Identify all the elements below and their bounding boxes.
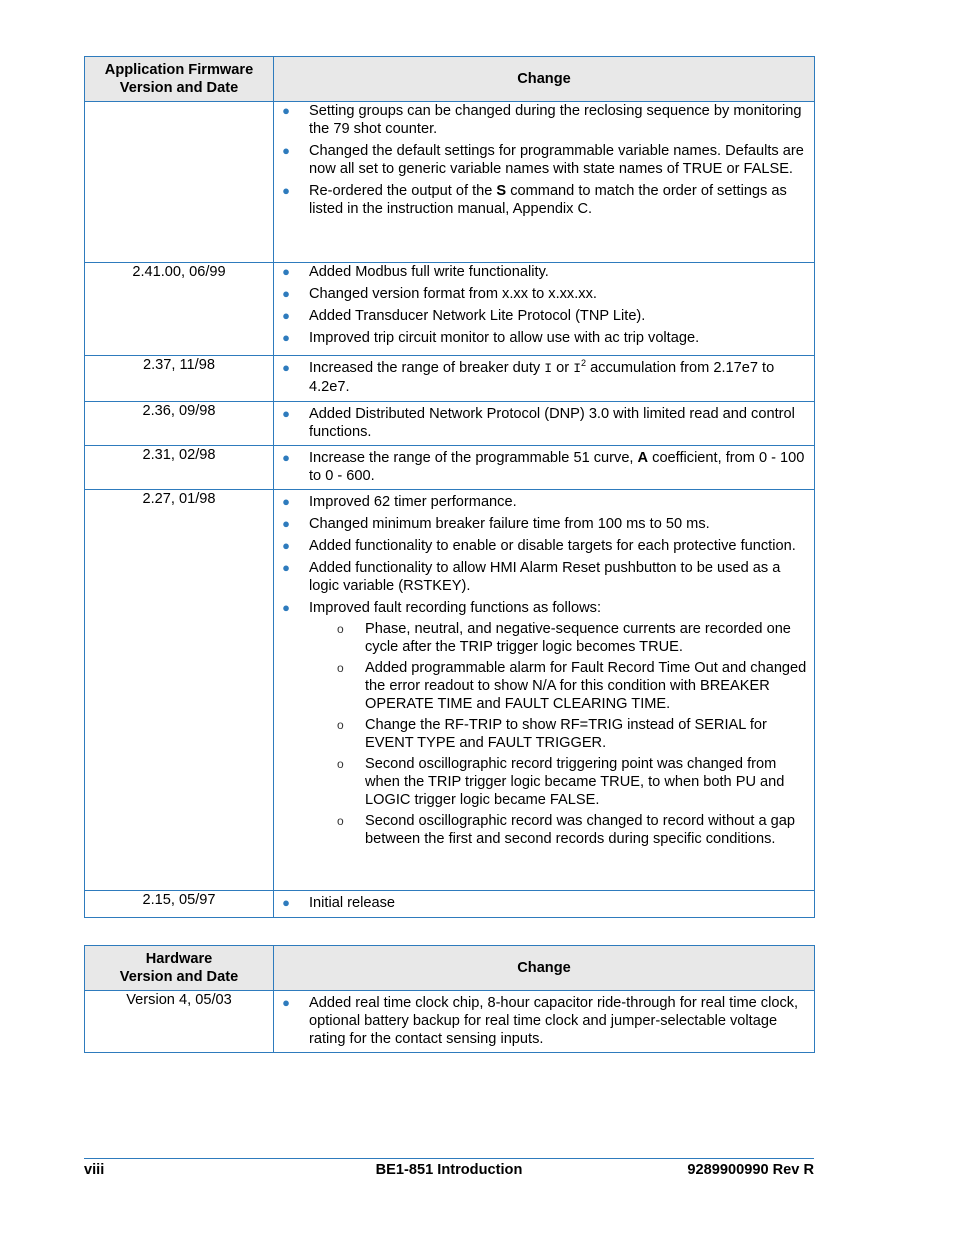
sub-list-item: o Phase, neutral, and negative-sequence currents are recorded one cycle after the TRIP trigger logic becomes TRUE. bbox=[337, 621, 791, 655]
table-row bbox=[85, 991, 815, 1053]
sub-list-item: o Second oscillographic record triggering point was changed from when the TRIP trigger logic became TRUE, to when both PU and LOGIC trigger logic became FALSE. bbox=[337, 756, 785, 808]
list-item: ● Added real time clock chip, 8-hour capacitor ride-through for real time clock, optional battery backup for real time clock and jumper-selectable voltage rating for the contact sensing inputs. bbox=[282, 995, 799, 1047]
list-item: ● Added Distributed Network Protocol (DNP) 3.0 with limited read and control functions. bbox=[282, 406, 795, 440]
version-cell: 2.37, 11/98 bbox=[85, 356, 274, 402]
change-cell bbox=[274, 490, 815, 891]
bullet-dot-icon: ● bbox=[282, 895, 290, 910]
list-item: ● Improved 62 timer performance. bbox=[282, 494, 517, 510]
hollow-circle-icon: o bbox=[337, 718, 344, 732]
sub-list-item: o Added programmable alarm for Fault Record Time Out and changed the error readout to show N/A for this condition with BREAKER OPERATE TIME and FAULT CLEARING TIME. bbox=[337, 660, 807, 712]
list-item: ● Increase the range of the programmable 51 curve, A coefficient, from 0 - 100 to 0 - 600. bbox=[282, 450, 805, 484]
list-item: ● Increased the range of breaker duty I or $I^2$ accumulation from 2.17e7 to 4.2e7. bbox=[282, 358, 775, 395]
version-column-header: Hardware Version and Date bbox=[85, 946, 274, 991]
version-column-header: Application Firmware Version and Date bbox=[85, 57, 274, 102]
version-cell: 2.41.00, 06/99 bbox=[85, 263, 274, 356]
bullet-dot-icon: ● bbox=[282, 264, 290, 279]
list-item: ● Added functionality to allow HMI Alarm Reset pushbutton to be used as a logic variable (RSTKEY). bbox=[282, 560, 781, 594]
bullet-dot-icon: ● bbox=[282, 494, 290, 509]
version-cell: Version 4, 05/03 bbox=[85, 991, 274, 1053]
table-row bbox=[85, 102, 815, 263]
hollow-circle-icon: o bbox=[337, 757, 344, 771]
list-item: ● Improved fault recording functions as follows: o Phase, neutral, and negative-sequence currents are recorded one cycle after the TRIP trigger logic becomes TRUE. o Added programmable alarm for Fault Record Time Out and changed the error readout to show N/A for this condition with BREAKER OPERATE TIME and FAULT CLEARING TIME. o Change the RF-TRIP to show RF=TRIG instead of SERIAL for EVENT TYPE and FAULT TRIGGER. o Second oscillographic record triggering point was changed from when the TRIP trigger logic became TRUE, to when both PU and LOGIC trigger logic became FALSE. o Second oscillographic record was changed to record without a gap between the first and second records during specific conditions. bbox=[274, 599, 814, 848]
table-header-row bbox=[85, 57, 815, 102]
bullet-dot-icon: ● bbox=[282, 308, 290, 323]
bullet-dot-icon: ● bbox=[282, 538, 290, 553]
list-item: ● Initial release bbox=[282, 895, 395, 911]
table-header-row bbox=[85, 946, 815, 991]
list-item: ● Added functionality to enable or disable targets for each protective function. bbox=[282, 538, 796, 554]
list-item: ● Re-ordered the output of the S command to match the order of settings as listed in the instruction manual, Appendix C. bbox=[282, 183, 787, 217]
list-item: ● Improved trip circuit monitor to allow use with ac trip voltage. bbox=[282, 330, 700, 346]
hollow-circle-icon: o bbox=[337, 622, 344, 636]
table-row bbox=[85, 891, 815, 918]
document-title: BE1-851 Introduction bbox=[375, 1162, 523, 1178]
bullet-dot-icon: ● bbox=[282, 143, 290, 158]
change-cell bbox=[274, 263, 815, 356]
firmware-revision-table bbox=[84, 56, 815, 918]
table-row bbox=[85, 402, 815, 446]
change-cell bbox=[274, 402, 815, 446]
hardware-revision-table bbox=[84, 945, 815, 1053]
version-cell: 2.36, 09/98 bbox=[85, 402, 274, 446]
bullet-dot-icon: ● bbox=[282, 360, 290, 375]
hollow-circle-icon: o bbox=[337, 814, 344, 828]
version-cell bbox=[85, 102, 274, 263]
bullet-dot-icon: ● bbox=[282, 286, 290, 301]
change-column-header: Change bbox=[274, 57, 815, 102]
bullet-dot-icon: ● bbox=[282, 330, 290, 345]
bullet-dot-icon: ● bbox=[282, 600, 290, 615]
change-cell bbox=[274, 991, 815, 1053]
list-item: ● Setting groups can be changed during the reclosing sequence by monitoring the 79 shot counter. bbox=[282, 103, 802, 137]
bullet-dot-icon: ● bbox=[282, 560, 290, 575]
page-footer bbox=[84, 1158, 814, 1181]
table-row bbox=[85, 446, 815, 490]
bullet-dot-icon: ● bbox=[282, 183, 290, 198]
version-cell: 2.27, 01/98 bbox=[85, 490, 274, 891]
bullet-dot-icon: ● bbox=[282, 516, 290, 531]
change-cell bbox=[274, 446, 815, 490]
document-revision: 9289900990 Rev R bbox=[687, 1162, 814, 1178]
page-number: viii bbox=[84, 1162, 105, 1178]
version-cell: 2.15, 05/97 bbox=[85, 891, 274, 918]
sub-list-item: o Change the RF-TRIP to show RF=TRIG instead of SERIAL for EVENT TYPE and FAULT TRIGGER. bbox=[337, 717, 767, 751]
table-row bbox=[85, 490, 815, 891]
change-cell bbox=[274, 102, 815, 263]
list-item: ● Added Modbus full write functionality. bbox=[282, 264, 549, 280]
bullet-dot-icon: ● bbox=[282, 103, 290, 118]
version-cell: 2.31, 02/98 bbox=[85, 446, 274, 490]
change-cell bbox=[274, 356, 815, 402]
list-item: ● Changed version format from x.xx to x.xx.xx. bbox=[282, 286, 597, 302]
table-row bbox=[85, 356, 815, 402]
list-item: ● Added Transducer Network Lite Protocol (TNP Lite). bbox=[282, 308, 646, 324]
hollow-circle-icon: o bbox=[337, 661, 344, 675]
table-row bbox=[85, 263, 815, 356]
change-cell bbox=[274, 891, 815, 918]
list-item: ● Changed minimum breaker failure time from 100 ms to 50 ms. bbox=[282, 516, 710, 532]
bullet-dot-icon: ● bbox=[282, 450, 290, 465]
sub-list-item: o Second oscillographic record was changed to record without a gap between the first and second records during specific conditions. bbox=[337, 813, 795, 847]
change-column-header: Change bbox=[274, 946, 815, 991]
bullet-dot-icon: ● bbox=[282, 406, 290, 421]
list-item: ● Changed the default settings for programmable variable names. Defaults are now all set to generic variable names with state names of TRUE or FALSE. bbox=[282, 143, 804, 177]
bullet-dot-icon: ● bbox=[282, 995, 290, 1010]
